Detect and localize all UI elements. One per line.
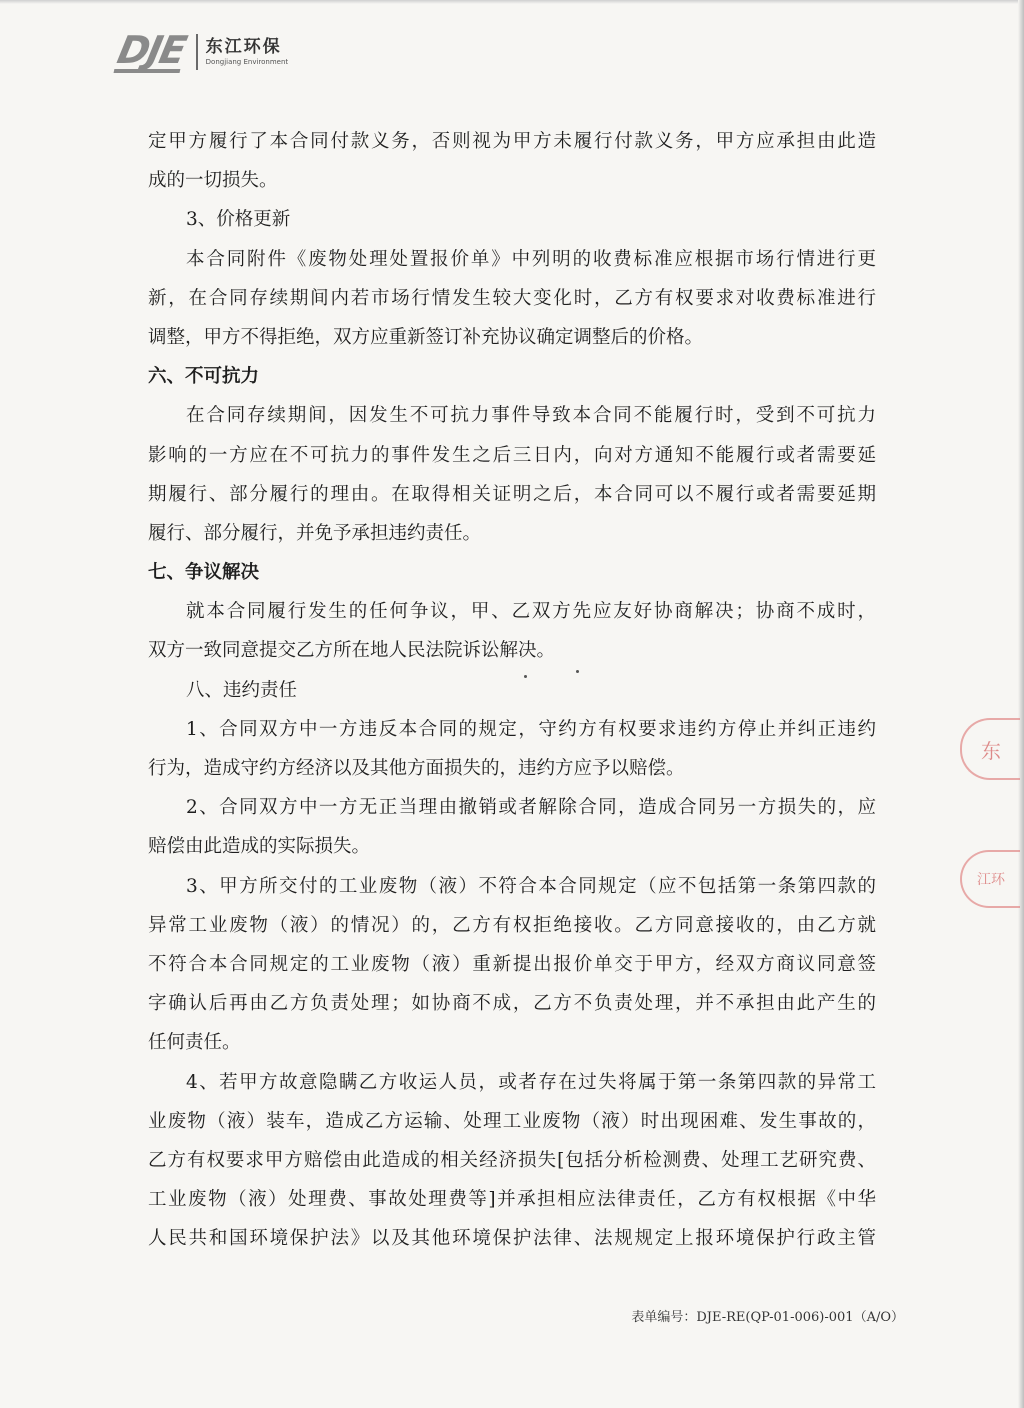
logo-english-name: Dongjiang Environment: [205, 58, 289, 66]
seal-stamp-text: 东: [981, 738, 1001, 763]
scan-speck: [524, 675, 527, 678]
seal-stamp-fragment: [960, 718, 1020, 780]
body-line: 乙方有权要求甲方赔偿由此造成的相关经济损失[包括分析检测费、处理工艺研究费、: [148, 1149, 876, 1171]
body-line: 本合同附件《废物处理处置报价单》中列明的收费标准应根据市场行情进行更: [186, 248, 876, 270]
seal-stamp-fragment: [960, 850, 1020, 908]
body-line: 1、合同双方中一方违反本合同的规定，守约方有权要求违约方停止并纠正违约: [186, 718, 876, 740]
logo-text: [206, 37, 289, 67]
body-line: 4、若甲方故意隐瞒乙方收运人员，或者存在过失将属于第一条第四款的异常工: [186, 1071, 876, 1093]
body-line: 2、合同双方中一方无正当理由撤销或者解除合同，造成合同另一方损失的，应: [186, 797, 876, 819]
body-line: 不符合本合同规定的工业废物（液）重新提出报价单交于甲方，经双方商议同意签: [148, 953, 876, 975]
scan-right-edge: [1018, 0, 1024, 1408]
contract-body: [148, 122, 876, 1258]
section-heading: 七、争议解决: [148, 562, 260, 584]
logo-separator: [196, 34, 198, 70]
body-line: 影响的一方应在不可抗力的事件发生之后三日内，向对方通知不能履行或者需要延: [148, 444, 876, 466]
body-line: 工业废物（液）处理费、事故处理费等]并承担相应法律责任，乙方有权根据《中华: [148, 1189, 876, 1211]
body-line: 任何责任。: [148, 1032, 241, 1054]
body-line: 在合同存续期间，因发生不可抗力事件导致本合同不能履行时，受到不可抗力: [186, 405, 876, 427]
body-line: 双方一致同意提交乙方所在地人民法院诉讼解决。: [148, 640, 556, 662]
body-line: 字确认后再由乙方负责处理；如协商不成，乙方不负责处理，并不承担由此产生的: [148, 993, 876, 1015]
body-line: 赔偿由此造成的实际损失。: [148, 836, 371, 858]
logo-mark: DJE: [113, 28, 189, 72]
body-line: 调整，甲方不得拒绝，双方应重新签订补充协议确定调整后的价格。: [148, 326, 704, 348]
body-line: 成的一切损失。: [148, 170, 278, 192]
body-line: 就本合同履行发生的任何争议，甲、乙双方先应友好协商解决；协商不成时，: [186, 601, 876, 623]
seal-stamp-text: 江环: [977, 872, 1005, 888]
logo-chinese-name: 东江环保: [205, 37, 282, 57]
body-line: 行为，造成守约方经济以及其他方面损失的，违约方应予以赔偿。: [148, 758, 685, 779]
body-line: 期履行、部分履行的理由。在取得相关证明之后，本合同可以不履行或者需要延期: [148, 483, 876, 505]
subsection-heading: 3、价格更新: [186, 209, 291, 231]
scan-speck: [576, 670, 579, 673]
form-number: 表单编号：DJE-RE(QP-01-006)-001（A/O）: [631, 1310, 904, 1325]
body-line: 定甲方履行了本合同付款义务，否则视为甲方未履行付款义务，甲方应承担由此造: [148, 131, 876, 152]
body-line: 业废物（液）装车，造成乙方运输、处理工业废物（液）时出现困难、发生事故的，: [148, 1110, 876, 1132]
company-logo: [113, 28, 289, 74]
body-line: 人民共和国环境保护法》以及其他环境保护法律、法规规定上报环境保护行政主管: [148, 1228, 876, 1250]
body-line: 新，在合同存续期间内若市场行情发生较大变化时，乙方有权要求对收费标准进行: [148, 287, 876, 309]
body-line: 履行、部分履行，并免予承担违约责任。: [148, 522, 482, 544]
section-heading: 六、不可抗力: [148, 366, 260, 388]
body-line: 3、甲方所交付的工业废物（液）不符合本合同规定（应不包括第一条第四款的: [186, 875, 876, 897]
section-heading: 八、违约责任: [186, 679, 298, 701]
scan-top-edge: [0, 0, 1024, 4]
body-line: 异常工业废物（液）的情况）的，乙方有权拒绝接收。乙方同意接收的，由乙方就: [148, 914, 876, 936]
